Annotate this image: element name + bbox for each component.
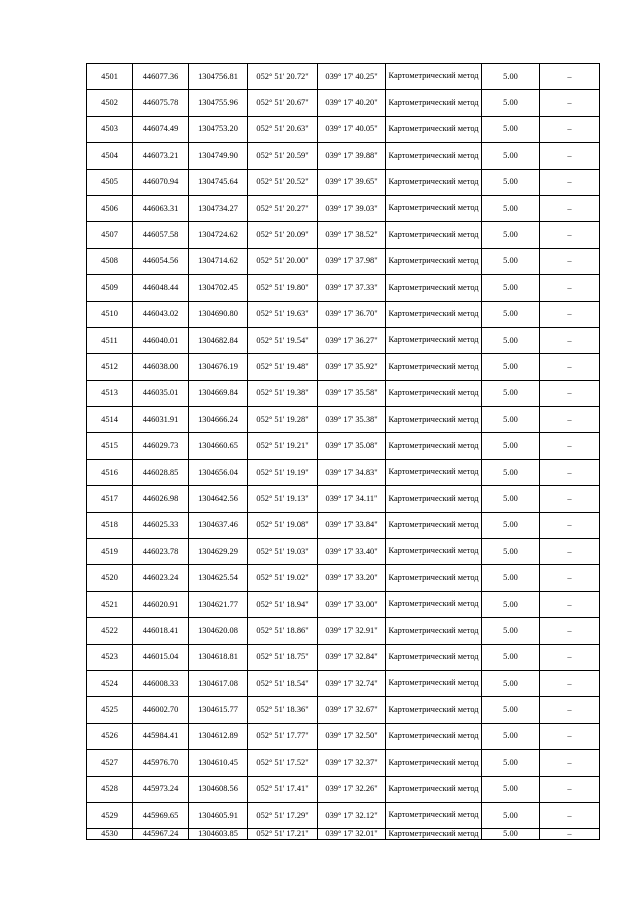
point-number-cell: 4513 [87,380,133,406]
x-coordinate-cell: 445984.41 [133,723,189,749]
accuracy-cell: 5.00 [482,169,540,195]
method-cell: Картометрический метод [386,591,482,617]
point-number-cell: 4524 [87,670,133,696]
y-coordinate-cell: 1304660.65 [189,433,248,459]
point-number-cell: 4523 [87,644,133,670]
latitude-cell: 052° 51' 19.48" [248,354,318,380]
x-coordinate-cell: 446023.78 [133,539,189,565]
x-coordinate-cell: 446075.78 [133,90,189,116]
table-row [87,433,600,459]
y-coordinate-cell: 1304615.77 [189,697,248,723]
longitude-cell: 039° 17' 33.20" [318,565,386,591]
note-cell: – [540,143,600,169]
point-number-cell: 4502 [87,90,133,116]
coordinates-table-body [87,64,600,840]
point-number-cell: 4527 [87,750,133,776]
y-coordinate-cell: 1304637.46 [189,512,248,538]
y-coordinate-cell: 1304642.56 [189,486,248,512]
latitude-cell: 052° 51' 20.72" [248,64,318,90]
accuracy-cell: 5.00 [482,248,540,274]
method-cell: Картометрический метод [386,143,482,169]
accuracy-cell: 5.00 [482,750,540,776]
accuracy-cell: 5.00 [482,697,540,723]
point-number-cell: 4528 [87,776,133,802]
longitude-cell: 039° 17' 32.67" [318,697,386,723]
y-coordinate-cell: 1304682.84 [189,327,248,353]
table-row [87,539,600,565]
latitude-cell: 052° 51' 20.63" [248,116,318,142]
latitude-cell: 052° 51' 17.52" [248,750,318,776]
latitude-cell: 052° 51' 17.21" [248,829,318,840]
y-coordinate-cell: 1304749.90 [189,143,248,169]
point-number-cell: 4503 [87,116,133,142]
method-cell: Картометрический метод [386,301,482,327]
table-row [87,407,600,433]
accuracy-cell: 5.00 [482,723,540,749]
table-row [87,327,600,353]
x-coordinate-cell: 446015.04 [133,644,189,670]
point-number-cell: 4529 [87,802,133,828]
table-row [87,750,600,776]
longitude-cell: 039° 17' 35.38" [318,407,386,433]
method-cell: Картометрический метод [386,248,482,274]
point-number-cell: 4517 [87,486,133,512]
accuracy-cell: 5.00 [482,90,540,116]
point-number-cell: 4530 [87,829,133,840]
y-coordinate-cell: 1304753.20 [189,116,248,142]
longitude-cell: 039° 17' 35.92" [318,354,386,380]
accuracy-cell: 5.00 [482,301,540,327]
longitude-cell: 039° 17' 32.74" [318,670,386,696]
y-coordinate-cell: 1304755.96 [189,90,248,116]
point-number-cell: 4515 [87,433,133,459]
accuracy-cell: 5.00 [482,433,540,459]
point-number-cell: 4507 [87,222,133,248]
longitude-cell: 039° 17' 36.70" [318,301,386,327]
longitude-cell: 039° 17' 34.11" [318,486,386,512]
method-cell: Картометрический метод [386,539,482,565]
accuracy-cell: 5.00 [482,829,540,840]
x-coordinate-cell: 446040.01 [133,327,189,353]
y-coordinate-cell: 1304669.84 [189,380,248,406]
y-coordinate-cell: 1304617.08 [189,670,248,696]
accuracy-cell: 5.00 [482,486,540,512]
longitude-cell: 039° 17' 39.88" [318,143,386,169]
method-cell: Картометрический метод [386,327,482,353]
x-coordinate-cell: 446002.70 [133,697,189,723]
longitude-cell: 039° 17' 40.20" [318,90,386,116]
x-coordinate-cell: 446020.91 [133,591,189,617]
table-row [87,354,600,380]
note-cell: – [540,407,600,433]
longitude-cell: 039° 17' 32.37" [318,750,386,776]
y-coordinate-cell: 1304620.08 [189,618,248,644]
longitude-cell: 039° 17' 40.05" [318,116,386,142]
note-cell: – [540,670,600,696]
point-number-cell: 4512 [87,354,133,380]
latitude-cell: 052° 51' 17.77" [248,723,318,749]
table-row [87,301,600,327]
latitude-cell: 052° 51' 20.59" [248,143,318,169]
y-coordinate-cell: 1304745.64 [189,169,248,195]
table-row [87,169,600,195]
x-coordinate-cell: 446028.85 [133,459,189,485]
method-cell: Картометрический метод [386,116,482,142]
accuracy-cell: 5.00 [482,222,540,248]
latitude-cell: 052° 51' 19.38" [248,380,318,406]
method-cell: Картометрический метод [386,697,482,723]
note-cell: – [540,829,600,840]
y-coordinate-cell: 1304621.77 [189,591,248,617]
latitude-cell: 052° 51' 19.28" [248,407,318,433]
longitude-cell: 039° 17' 33.84" [318,512,386,538]
note-cell: – [540,195,600,221]
accuracy-cell: 5.00 [482,195,540,221]
y-coordinate-cell: 1304629.29 [189,539,248,565]
method-cell: Картометрический метод [386,512,482,538]
x-coordinate-cell: 446048.44 [133,275,189,301]
point-number-cell: 4504 [87,143,133,169]
table-row [87,248,600,274]
method-cell: Картометрический метод [386,90,482,116]
x-coordinate-cell: 445969.65 [133,802,189,828]
method-cell: Картометрический метод [386,776,482,802]
note-cell: – [540,512,600,538]
x-coordinate-cell: 446035.01 [133,380,189,406]
latitude-cell: 052° 51' 20.09" [248,222,318,248]
method-cell: Картометрический метод [386,486,482,512]
latitude-cell: 052° 51' 19.21" [248,433,318,459]
note-cell: – [540,697,600,723]
x-coordinate-cell: 445976.70 [133,750,189,776]
note-cell: – [540,169,600,195]
point-number-cell: 4508 [87,248,133,274]
method-cell: Картометрический метод [386,802,482,828]
y-coordinate-cell: 1304610.45 [189,750,248,776]
table-row [87,512,600,538]
table-row [87,776,600,802]
x-coordinate-cell: 446026.98 [133,486,189,512]
accuracy-cell: 5.00 [482,644,540,670]
accuracy-cell: 5.00 [482,459,540,485]
table-row [87,618,600,644]
note-cell: – [540,301,600,327]
note-cell: – [540,750,600,776]
point-number-cell: 4509 [87,275,133,301]
latitude-cell: 052° 51' 20.67" [248,90,318,116]
table-row [87,591,600,617]
method-cell: Картометрический метод [386,195,482,221]
y-coordinate-cell: 1304702.45 [189,275,248,301]
x-coordinate-cell: 446057.58 [133,222,189,248]
note-cell: – [540,565,600,591]
longitude-cell: 039° 17' 39.65" [318,169,386,195]
point-number-cell: 4518 [87,512,133,538]
latitude-cell: 052° 51' 18.36" [248,697,318,723]
x-coordinate-cell: 446031.91 [133,407,189,433]
latitude-cell: 052° 51' 19.08" [248,512,318,538]
longitude-cell: 039° 17' 32.91" [318,618,386,644]
x-coordinate-cell: 446073.21 [133,143,189,169]
y-coordinate-cell: 1304605.91 [189,802,248,828]
note-cell: – [540,433,600,459]
longitude-cell: 039° 17' 38.52" [318,222,386,248]
accuracy-cell: 5.00 [482,380,540,406]
y-coordinate-cell: 1304690.80 [189,301,248,327]
y-coordinate-cell: 1304603.85 [189,829,248,840]
accuracy-cell: 5.00 [482,539,540,565]
latitude-cell: 052° 51' 18.94" [248,591,318,617]
accuracy-cell: 5.00 [482,143,540,169]
latitude-cell: 052° 51' 19.80" [248,275,318,301]
accuracy-cell: 5.00 [482,776,540,802]
accuracy-cell: 5.00 [482,618,540,644]
point-number-cell: 4511 [87,327,133,353]
method-cell: Картометрический метод [386,275,482,301]
latitude-cell: 052° 51' 17.41" [248,776,318,802]
point-number-cell: 4514 [87,407,133,433]
method-cell: Картометрический метод [386,433,482,459]
note-cell: – [540,591,600,617]
note-cell: – [540,618,600,644]
accuracy-cell: 5.00 [482,512,540,538]
longitude-cell: 039° 17' 37.33" [318,275,386,301]
x-coordinate-cell: 445967.24 [133,829,189,840]
point-number-cell: 4505 [87,169,133,195]
accuracy-cell: 5.00 [482,591,540,617]
point-number-cell: 4522 [87,618,133,644]
note-cell: – [540,248,600,274]
method-cell: Картометрический метод [386,169,482,195]
accuracy-cell: 5.00 [482,802,540,828]
table-row [87,802,600,828]
latitude-cell: 052° 51' 18.86" [248,618,318,644]
y-coordinate-cell: 1304666.24 [189,407,248,433]
table-row [87,380,600,406]
latitude-cell: 052° 51' 19.54" [248,327,318,353]
note-cell: – [540,486,600,512]
y-coordinate-cell: 1304608.56 [189,776,248,802]
longitude-cell: 039° 17' 36.27" [318,327,386,353]
y-coordinate-cell: 1304756.81 [189,64,248,90]
table-row [87,486,600,512]
point-number-cell: 4510 [87,301,133,327]
note-cell: – [540,275,600,301]
accuracy-cell: 5.00 [482,327,540,353]
longitude-cell: 039° 17' 35.08" [318,433,386,459]
x-coordinate-cell: 446070.94 [133,169,189,195]
table-row [87,697,600,723]
y-coordinate-cell: 1304625.54 [189,565,248,591]
latitude-cell: 052° 51' 19.63" [248,301,318,327]
table-row [87,90,600,116]
x-coordinate-cell: 446038.00 [133,354,189,380]
note-cell: – [540,723,600,749]
accuracy-cell: 5.00 [482,670,540,696]
longitude-cell: 039° 17' 34.83" [318,459,386,485]
latitude-cell: 052° 51' 19.02" [248,565,318,591]
point-number-cell: 4525 [87,697,133,723]
note-cell: – [540,90,600,116]
method-cell: Картометрический метод [386,380,482,406]
latitude-cell: 052° 51' 19.03" [248,539,318,565]
x-coordinate-cell: 446043.02 [133,301,189,327]
note-cell: – [540,354,600,380]
longitude-cell: 039° 17' 32.01" [318,829,386,840]
latitude-cell: 052° 51' 20.00" [248,248,318,274]
method-cell: Картометрический метод [386,64,482,90]
latitude-cell: 052° 51' 20.27" [248,195,318,221]
note-cell: – [540,459,600,485]
accuracy-cell: 5.00 [482,565,540,591]
longitude-cell: 039° 17' 32.84" [318,644,386,670]
table-row [87,723,600,749]
note-cell: – [540,380,600,406]
y-coordinate-cell: 1304724.62 [189,222,248,248]
x-coordinate-cell: 446029.73 [133,433,189,459]
note-cell: – [540,802,600,828]
accuracy-cell: 5.00 [482,354,540,380]
accuracy-cell: 5.00 [482,64,540,90]
table-row [87,195,600,221]
method-cell: Картометрический метод [386,750,482,776]
longitude-cell: 039° 17' 32.50" [318,723,386,749]
table-row [87,143,600,169]
longitude-cell: 039° 17' 39.03" [318,195,386,221]
y-coordinate-cell: 1304618.81 [189,644,248,670]
table-row [87,116,600,142]
latitude-cell: 052° 51' 19.13" [248,486,318,512]
table-row [87,829,600,840]
latitude-cell: 052° 51' 20.52" [248,169,318,195]
point-number-cell: 4519 [87,539,133,565]
y-coordinate-cell: 1304612.89 [189,723,248,749]
latitude-cell: 052° 51' 19.19" [248,459,318,485]
table-row [87,459,600,485]
table-row [87,644,600,670]
point-number-cell: 4516 [87,459,133,485]
method-cell: Картометрический метод [386,723,482,749]
note-cell: – [540,64,600,90]
table-row [87,670,600,696]
method-cell: Картометрический метод [386,618,482,644]
point-number-cell: 4501 [87,64,133,90]
x-coordinate-cell: 446025.33 [133,512,189,538]
accuracy-cell: 5.00 [482,407,540,433]
x-coordinate-cell: 446018.41 [133,618,189,644]
x-coordinate-cell: 446054.56 [133,248,189,274]
latitude-cell: 052° 51' 17.29" [248,802,318,828]
x-coordinate-cell: 445973.24 [133,776,189,802]
note-cell: – [540,327,600,353]
method-cell: Картометрический метод [386,670,482,696]
x-coordinate-cell: 446008.33 [133,670,189,696]
x-coordinate-cell: 446077.36 [133,64,189,90]
table-row [87,64,600,90]
longitude-cell: 039° 17' 35.58" [318,380,386,406]
latitude-cell: 052° 51' 18.75" [248,644,318,670]
longitude-cell: 039° 17' 32.12" [318,802,386,828]
x-coordinate-cell: 446074.49 [133,116,189,142]
method-cell: Картометрический метод [386,829,482,840]
coordinates-table [86,63,600,840]
method-cell: Картометрический метод [386,565,482,591]
y-coordinate-cell: 1304714.62 [189,248,248,274]
point-number-cell: 4506 [87,195,133,221]
method-cell: Картометрический метод [386,222,482,248]
note-cell: – [540,644,600,670]
longitude-cell: 039° 17' 37.98" [318,248,386,274]
table-row [87,275,600,301]
longitude-cell: 039° 17' 33.40" [318,539,386,565]
point-number-cell: 4526 [87,723,133,749]
table-row [87,565,600,591]
method-cell: Картометрический метод [386,459,482,485]
accuracy-cell: 5.00 [482,116,540,142]
x-coordinate-cell: 446023.24 [133,565,189,591]
note-cell: – [540,539,600,565]
note-cell: – [540,116,600,142]
point-number-cell: 4520 [87,565,133,591]
note-cell: – [540,222,600,248]
longitude-cell: 039° 17' 40.25" [318,64,386,90]
x-coordinate-cell: 446063.31 [133,195,189,221]
longitude-cell: 039° 17' 33.00" [318,591,386,617]
point-number-cell: 4521 [87,591,133,617]
accuracy-cell: 5.00 [482,275,540,301]
method-cell: Картометрический метод [386,354,482,380]
y-coordinate-cell: 1304676.19 [189,354,248,380]
method-cell: Картометрический метод [386,644,482,670]
table-row [87,222,600,248]
y-coordinate-cell: 1304734.27 [189,195,248,221]
latitude-cell: 052° 51' 18.54" [248,670,318,696]
note-cell: – [540,776,600,802]
longitude-cell: 039° 17' 32.26" [318,776,386,802]
y-coordinate-cell: 1304656.04 [189,459,248,485]
method-cell: Картометрический метод [386,407,482,433]
